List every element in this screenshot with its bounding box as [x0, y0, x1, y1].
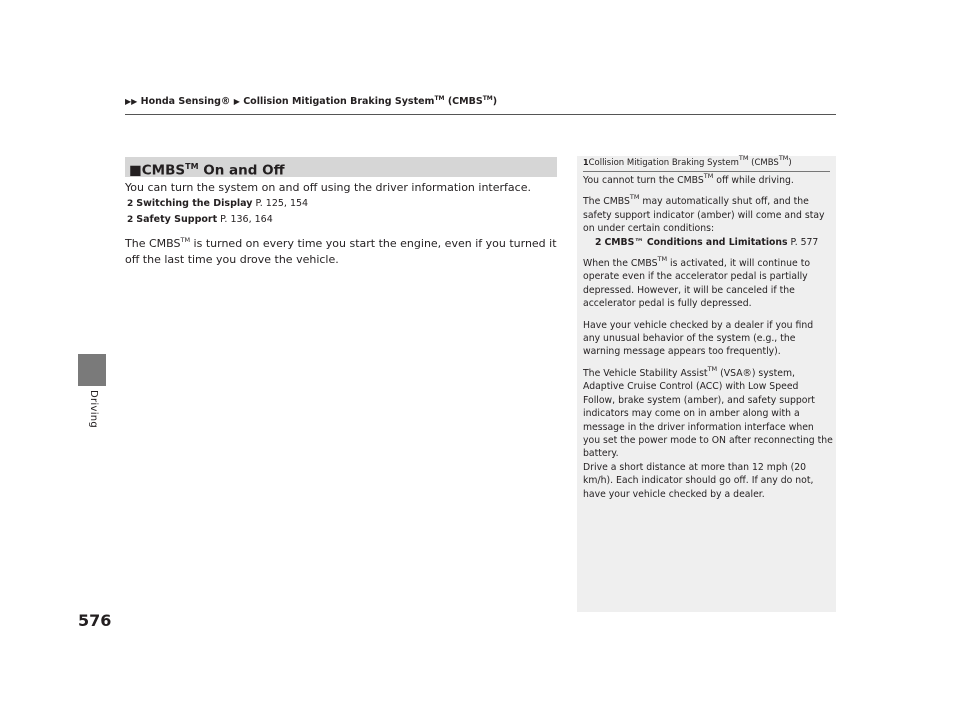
note-paragraph: When the CMBS™ is activated, it will continue to operate even if the accelerator pedal is partially depressed. However, it will be canceled if the accelerator pedal is fully depressed.: [583, 255, 811, 310]
sidebar-title: 1Collision Mitigation Braking System™ (CMBS™): [583, 158, 830, 172]
note-paragraph: Have your vehicle checked by a dealer if you find any unusual behavior of the system (e.g., the warning message appears too frequently).: [583, 319, 814, 358]
triangle-right-icon: ▶▶: [125, 97, 138, 107]
cross-reference-safety-support[interactable]: 2 Safety Support P. 136, 164: [127, 214, 273, 225]
sidebar-note: [577, 156, 836, 612]
page-number: 576: [78, 611, 112, 630]
square-bullet-icon: ■: [129, 162, 142, 179]
breadcrumb-honda-sensing[interactable]: Honda Sensing®: [140, 96, 231, 108]
ref-arrow-icon: 2: [595, 236, 602, 248]
header-divider: [125, 114, 836, 115]
cross-reference-cmbs-conditions[interactable]: 2 CMBS™ Conditions and Limitations P. 577: [595, 236, 819, 248]
chapter-label: Driving: [88, 390, 99, 429]
triangle-right-icon: ▶: [233, 97, 240, 107]
ref-arrow-icon: 2: [127, 215, 134, 225]
breadcrumb: [125, 95, 497, 107]
main-content: [125, 180, 565, 268]
sidebar-body: [583, 174, 833, 509]
section-title: ■CMBS™ On and Off: [125, 157, 557, 177]
note-paragraph: You cannot turn the CMBS™ off while driving.: [583, 172, 794, 186]
breadcrumb-cmbs[interactable]: Collision Mitigation Braking System™ (CMBS™): [243, 95, 498, 108]
paragraph: The CMBS™ is turned on every time you start the engine, even if you turned it off the last time you drove the vehicle.: [125, 236, 557, 266]
ref-arrow-icon: 2: [127, 199, 134, 209]
cross-reference-switching-display[interactable]: 2 Switching the Display P. 125, 154: [127, 198, 309, 209]
chapter-tab: [78, 354, 106, 386]
note-paragraph: Drive a short distance at more than 12 mph (20 km/h). Each indicator should go off. If any do not, have your vehicle checked by a dealer.: [583, 461, 814, 500]
ref-arrow-icon: 1: [583, 158, 589, 167]
paragraph: You can turn the system on and off using the driver information interface.: [125, 181, 531, 194]
note-paragraph: The CMBS™ may automatically shut off, and the safety support indicator (amber) will come and stay on under certain conditions: 2 CMBS™ Conditions and Limitations P. 577: [583, 195, 833, 249]
note-paragraph: The Vehicle Stability Assist™ (VSA®) system, Adaptive Cruise Control (ACC) with Low Speed Follow, brake system (amber), and safety support indicators may come on in amber along with a message in the driver information interface when you set the power mode to ON after reconnecting the battery.: [583, 364, 833, 460]
